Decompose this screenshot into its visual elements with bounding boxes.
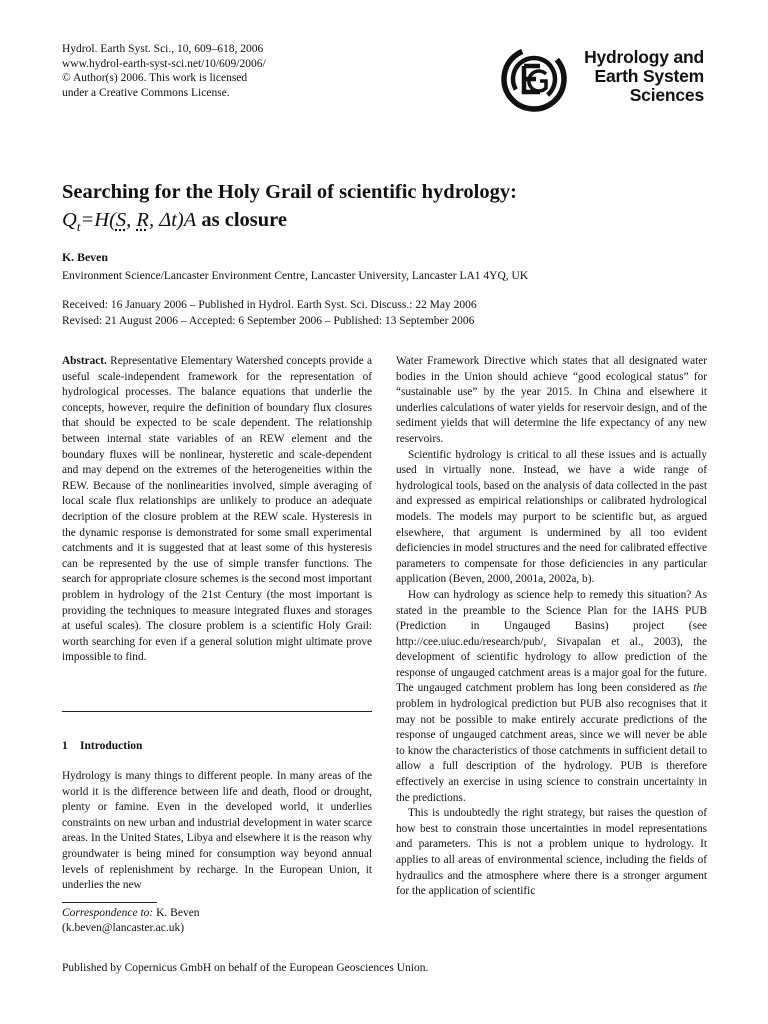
journal-name-line: Hydrology and <box>584 47 704 67</box>
paragraph: Hydrology is many things to different people. In many areas of the world it is the difference between life and death, flood or drought, plenty or famine. Even in the developed world, it underlies constraints on new urban and industrial development in water scarce areas. In the United States, Libya and elsewhere it is the reason why groundwater is being mined for consumption way beyond annual levels of replenishment by recharge. In the European Union, it underlies the new <box>62 770 372 892</box>
section-title: Introduction <box>80 740 143 752</box>
revised-line: Revised: 21 August 2006 – Accepted: 6 September 2006 – Published: 13 September 2006 <box>62 315 475 327</box>
emphasis: the <box>693 682 707 695</box>
footnote-name: K. Beven <box>153 907 200 919</box>
received-line: Received: 16 January 2006 – Published in Hydrol. Earth Syst. Sci. Discuss.: 22 May 2006 <box>62 299 477 311</box>
paragraph: Water Framework Directive which states that all designated water bodies in the Union should achieve “good ecological status” for “sustainable use” by the year 2015. In China and elsewhere it underlies calculations of water yields for reservoir design, and of the sediment yields that will determine the life expectancy of any new reservoirs. <box>396 355 707 445</box>
footnote-email[interactable]: (k.beven@lancaster.ac.uk) <box>62 922 185 935</box>
paragraph-text: problem in hydrological prediction but PUB also recognises that it may not be possible to make entirely accurate predictions of the response of ungauged catchment areas, since we will never be able to know the characteristics of those catchments in sufficient detail to allow a full description of the hydrology. PUB is therefore effectively an exercise in using science to constrain uncertainty in the predictions. <box>396 698 707 804</box>
abstract-text: Representative Elementary Watershed concepts provide a useful scale-independent framework for the representation of hydrological processes. The balance equations that underlie the concepts, however, require the definition of boundary flux closures that should be expected to be scale dependent. The relationship between internal state variables of an REW element and the boundary fluxes will be nonlinear, hysteretic and scale-dependent and may depend on the extremes of the heterogeneities within the REW. Because of the nonlinearities involved, simple averaging of local scale flux relationships are unlikely to produce an adequate decription of the closure problem at the REW scale. Hysteresis in the dynamic response is demonstrated for some small experimental catchments and it is suggested that at least some of this hysteresis can be represented by the use of simple transfer functions. The search for appropriate closure schemes is the second most important problem in hydrology of the 21st Century (the most important is providing the techniques to measure integrated fluxes and storages at useful scales). The closure problem is a scientific Holy Grail: worth searching for even if a general solution might ultimate prove impossible to find. <box>62 355 373 664</box>
title-suffix: as closure <box>196 209 288 231</box>
footnote-label: Correspondence to: <box>62 907 154 919</box>
title-math-close: ) <box>176 209 184 231</box>
journal-name-line: Sciences <box>629 85 704 105</box>
citation-line: © Author(s) 2006. This work is licensed <box>62 72 248 85</box>
paragraph-text: How can hydrology as science help to remedy this situation? As stated in the preamble to the Science Plan for the IAHS PUB (Prediction in Ungauged Basins) project (see http://cee.uiuc.edu/research/pub/, Sivapalan et al., 2003), the development of scientific hydrology to allow prediction of the response of ungauged catchment areas is a major goal for the future. The ungauged catchment problem has long been considered as <box>396 588 707 695</box>
title-math-q: Q <box>62 209 77 231</box>
title-line-2 <box>62 206 517 241</box>
abstract-label: Abstract. <box>62 355 107 367</box>
title-math-sub: t <box>76 219 81 235</box>
page-footer: Published by Copernicus GmbH on behalf of the European Geosciences Union. <box>62 962 429 974</box>
title-math-r: R <box>136 209 149 231</box>
paragraph <box>396 588 707 806</box>
section-number: 1 <box>62 740 68 752</box>
publication-dates <box>62 297 477 329</box>
citation-line: under a Creative Commons License. <box>62 86 230 99</box>
citation-line: Hydrol. Earth Syst. Sci., 10, 609–618, 2006 <box>62 43 264 55</box>
footnote-divider <box>62 902 157 903</box>
introduction-paragraph <box>62 769 372 894</box>
title-math-dt: Δt <box>159 209 177 231</box>
title-math-eq: =H( <box>80 209 116 231</box>
journal-logo <box>500 44 710 114</box>
author-name: K. Beven <box>62 250 108 264</box>
citation-block <box>62 42 266 100</box>
body-right-column <box>396 354 707 900</box>
title-math-comma: , <box>148 209 160 231</box>
section-heading <box>62 740 142 752</box>
journal-name <box>584 48 704 105</box>
article-title <box>62 178 517 241</box>
abstract <box>62 354 372 666</box>
paragraph: Scientific hydrology is critical to all these issues and is actually used in virtually none. Instead, we have a wide range of hydrological tools, based on the analysis of data collected in the past and expressed as empirical relationships or calibrated hydrological models. The models may purport to be scientific but, as argued elsewhere, that argument is undermined by all too evident deficiencies in model structures and the need for calibrated effective parameters to compensate for those deficiencies in any particular application (Beven, 2000, 2001a, 2002a, b). <box>396 448 707 586</box>
citation-url[interactable]: www.hydrol-earth-syst-sci.net/10/609/2006/ <box>62 57 266 70</box>
journal-name-line: Earth System <box>594 66 704 86</box>
divider <box>62 711 372 712</box>
title-math-comma: , <box>126 209 137 231</box>
author-affiliation: Environment Science/Lancaster Environment Centre, Lancaster University, Lancaster LA1 4YQ, UK <box>62 270 529 282</box>
title-math-a: A <box>183 209 197 231</box>
correspondence-footnote <box>62 906 200 937</box>
egu-logo-icon <box>500 44 570 114</box>
paragraph: This is undoubtedly the right strategy, but raises the question of how best to constrain those uncertainties in model representations and parameters. This is not a problem unique to hydrology. It applies to all areas of environmental science, including the fields of hydraulics and the atmosphere where there is a stronger argument for the application of scientific <box>396 807 707 898</box>
title-line-1: Searching for the Holy Grail of scientific hydrology: <box>62 181 517 203</box>
title-math-s: S <box>115 209 127 231</box>
